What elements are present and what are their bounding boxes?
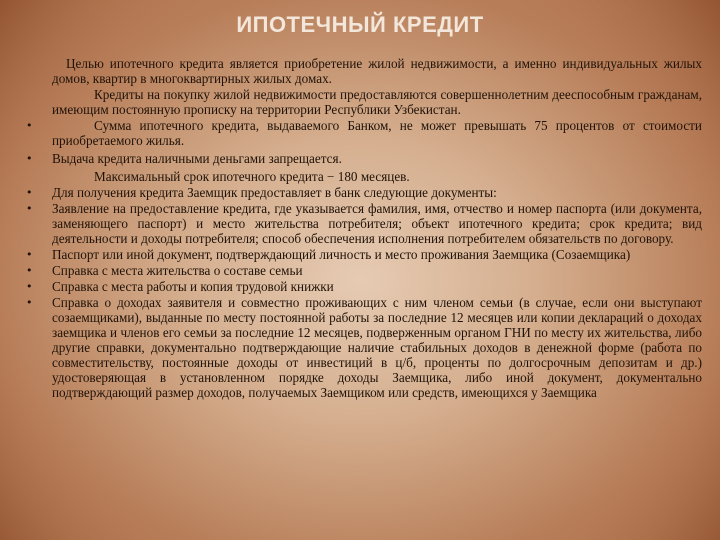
list-item-work-certificate xyxy=(22,279,702,294)
slide-title: ИПОТЕЧНЫЙ КРЕДИТ xyxy=(236,12,484,37)
bullet-icon: • xyxy=(26,152,33,165)
bullet-icon: • xyxy=(26,264,33,277)
paragraph-eligibility xyxy=(22,87,702,117)
bullet-icon: • xyxy=(26,280,33,293)
paragraph-text: Выдача кредита наличными деньгами запрещается. xyxy=(52,151,342,166)
paragraph-text: Кредиты на покупку жилой недвижимости предоставляются совершеннолетним дееспособным гражданам, имеющим постоянную прописку на территории Республики Узбекистан. xyxy=(52,87,702,117)
paragraph-text: Паспорт или иной документ, подтверждающий личность и место проживания Заемщика (Созаемщика) xyxy=(52,247,631,262)
list-item-residence-certificate xyxy=(22,263,702,278)
paragraph-purpose xyxy=(22,56,702,86)
bullet-icon: • xyxy=(26,186,33,199)
paragraph-max-term xyxy=(22,169,702,184)
list-item-income-certificate xyxy=(22,295,702,400)
paragraph-text: Заявление на предоставление кредита, где указывается фамилия, имя, отчество и номер паспорта (или документа, заменяющего паспорт) и место жительства потребителя; объект ипотечного кредита; срок кредита; вид деятельности и доходы потребителя; способ обеспечения исполнения потребителем обязательств по договору. xyxy=(52,201,702,246)
bullet-icon: • xyxy=(26,248,33,261)
list-item-loan-amount xyxy=(22,118,702,148)
paragraph-text: Справка с места работы и копия трудовой книжки xyxy=(52,279,334,294)
list-item-documents-intro xyxy=(22,185,702,200)
paragraph-text: Сумма ипотечного кредита, выдаваемого Банком, не может превышать 75 процентов от стоимости приобретаемого жилья. xyxy=(52,118,702,148)
paragraph-text: Справка о доходах заявителя и совместно проживающих с ним членом семьи (в случае, если они выступают созаемщиками), выданные по месту постоянной работы за последние 12 месяцев или копии деклараций о доходах заемщика и членов его семьи за последние 12 месяцев, подверженным органом ГНИ по месту их жительства, либо другие справки, документально подтверждающие наличие стабильных доходов в денежной форме (работа по совместительству, постоянные доходы от инвестиций в ц/б, проценты по долгосрочным депозитам и др.) удостоверяющая в установленном порядке доходы Заемщика, либо иной документ, документально подтверждающий размер доходов, получаемых Заемщиком или средств, имеющихся у Заемщика xyxy=(52,295,702,400)
list-item-passport xyxy=(22,247,702,262)
paragraph-text: Для получения кредита Заемщик предоставляет в банк следующие документы: xyxy=(52,185,497,200)
paragraph-text: Целью ипотечного кредита является приобретение жилой недвижимости, а именно индивидуальных жилых домов, квартир в многоквартирных жилых домах. xyxy=(52,56,702,86)
paragraph-text: Справка с места жительства о составе семьи xyxy=(52,263,303,278)
paragraph-text: Максимальный срок ипотечного кредита − 180 месяцев. xyxy=(94,169,410,184)
list-item-application xyxy=(22,201,702,246)
bullet-icon: • xyxy=(26,296,33,309)
bullet-icon: • xyxy=(26,202,33,215)
bullet-icon: • xyxy=(26,119,33,132)
slide-body xyxy=(22,56,702,400)
list-item-cash-prohibited xyxy=(22,151,702,166)
